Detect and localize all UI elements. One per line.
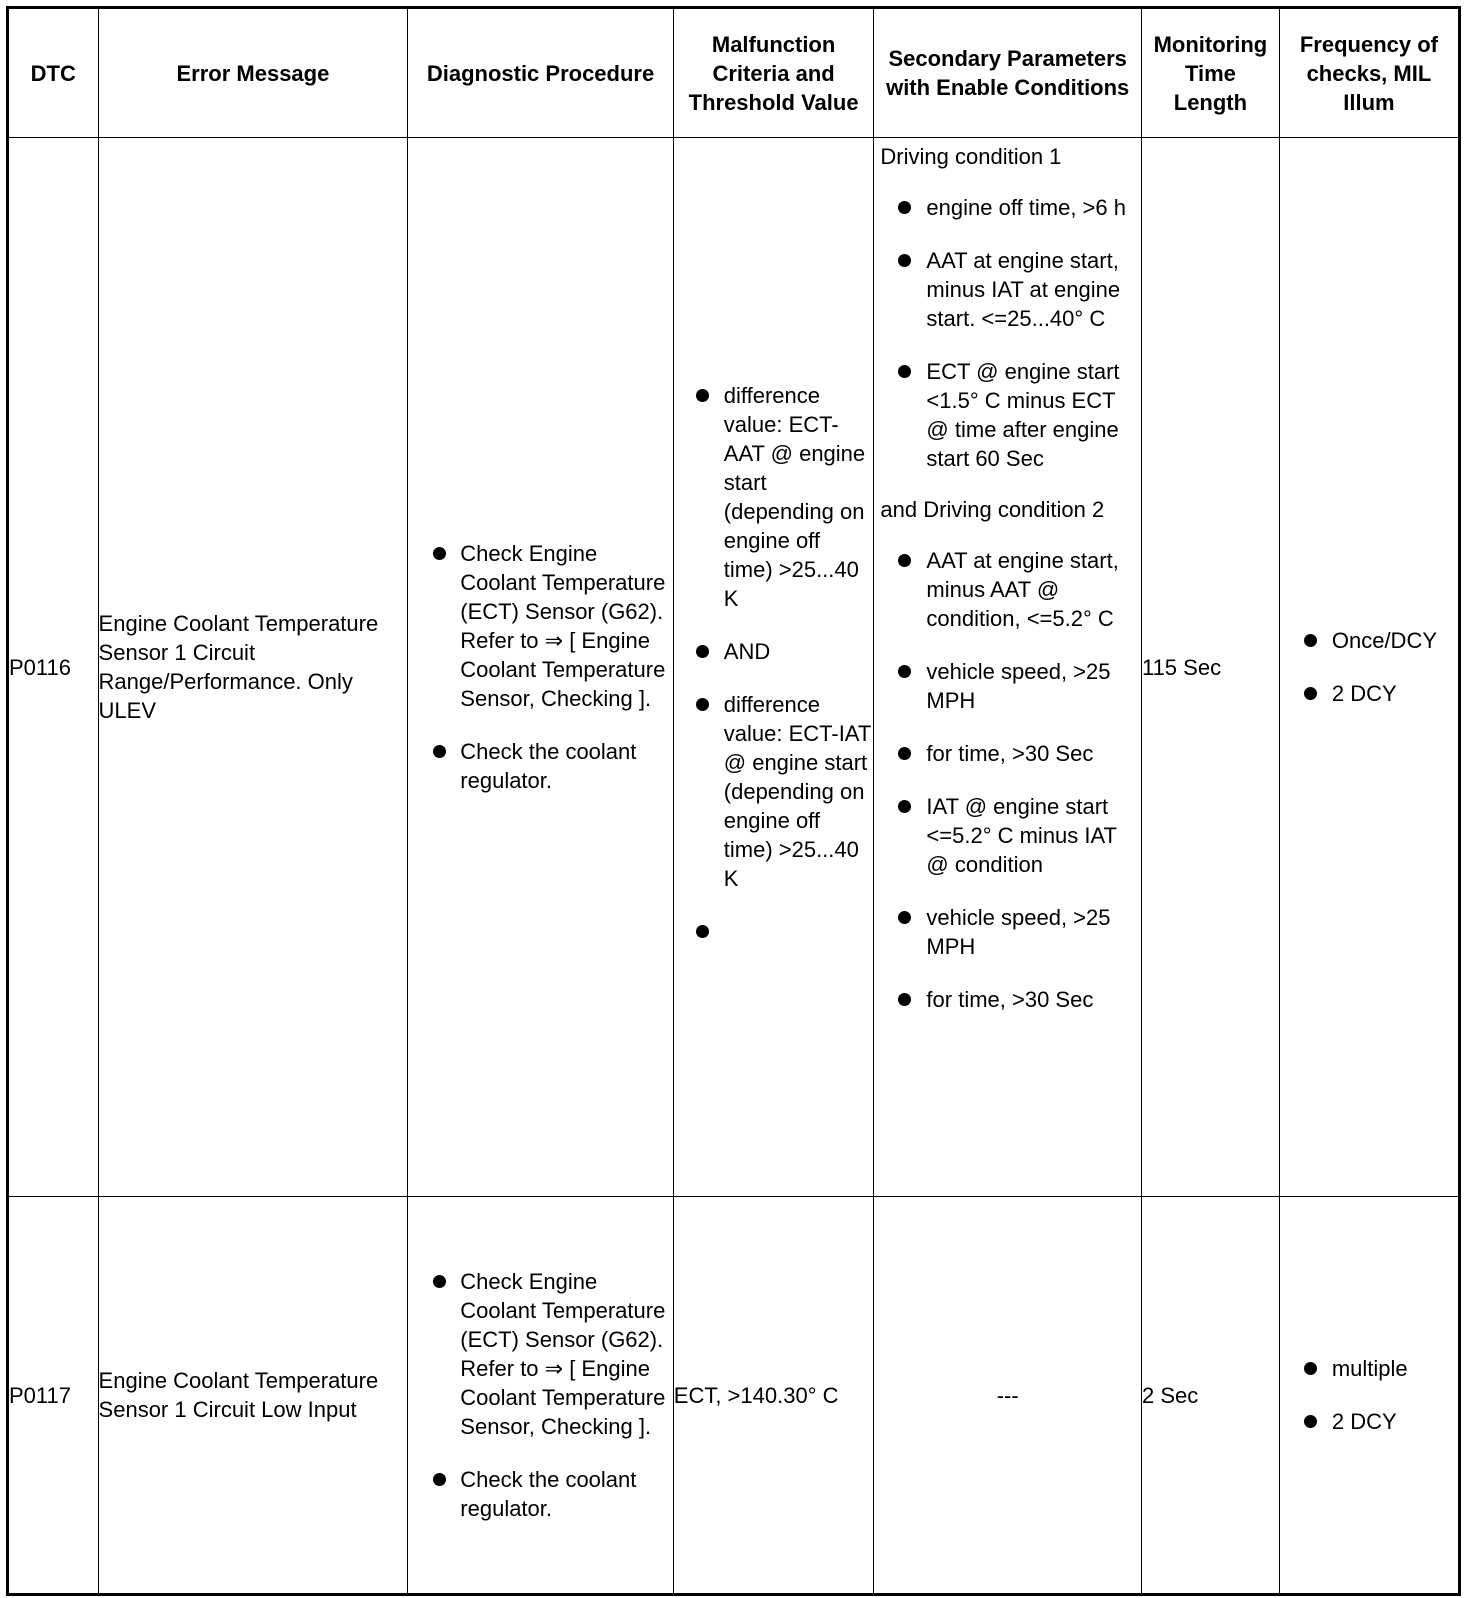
condition-item: for time, >30 Sec	[874, 739, 1141, 768]
diagnostic-procedure	[408, 1197, 673, 1595]
header-secondary-parameters: Secondary Parameters with Enable Conditions	[874, 8, 1142, 138]
header-row	[8, 8, 1460, 138]
malfunction-list	[674, 381, 874, 953]
frequency-list	[1280, 626, 1458, 708]
malfunction-item: difference value: ECT-IAT @ engine start (depending on engine off time) >25...40 K	[674, 690, 874, 893]
procedure-item: Check Engine Coolant Temperature (ECT) Sensor (G62). Refer to ⇒ [ Engine Coolant Temperature Sensor, Checking ].	[408, 539, 672, 713]
frequency-item: 2 DCY	[1280, 1407, 1458, 1436]
error-message: Engine Coolant Temperature Sensor 1 Circuit Range/Performance. Only ULEV	[98, 138, 408, 1197]
monitoring-time: 2 Sec	[1141, 1197, 1279, 1595]
secondary-parameters: ---	[874, 1197, 1142, 1595]
condition-item: vehicle speed, >25 MPH	[874, 657, 1141, 715]
frequency-item: Once/DCY	[1280, 626, 1458, 655]
frequency	[1279, 138, 1459, 1197]
header-dtc: DTC	[8, 8, 99, 138]
condition-item: ECT @ engine start <1.5° C minus ECT @ time after engine start 60 Sec	[874, 357, 1141, 473]
procedure-item: Check the coolant regulator.	[408, 737, 672, 795]
procedure-item: Check Engine Coolant Temperature (ECT) Sensor (G62). Refer to ⇒ [ Engine Coolant Temperature Sensor, Checking ].	[408, 1267, 672, 1441]
table-row	[8, 1197, 1460, 1595]
malfunction-item: AND	[674, 637, 874, 666]
header-error-message: Error Message	[98, 8, 408, 138]
header-malfunction-criteria: Malfunction Criteria and Threshold Value	[673, 8, 874, 138]
condition-2-list	[874, 546, 1141, 1014]
monitoring-time: 115 Sec	[1141, 138, 1279, 1197]
procedure-list	[408, 539, 672, 795]
frequency-item: multiple	[1280, 1354, 1458, 1383]
error-message: Engine Coolant Temperature Sensor 1 Circuit Low Input	[98, 1197, 408, 1595]
procedure-list	[408, 1267, 672, 1523]
table-row	[8, 138, 1460, 1197]
frequency-item: 2 DCY	[1280, 679, 1458, 708]
condition-item: IAT @ engine start <=5.2° C minus IAT @ condition	[874, 792, 1141, 879]
driving-condition-2-label: and Driving condition 2	[880, 497, 1105, 522]
header-diagnostic-procedure: Diagnostic Procedure	[408, 8, 673, 138]
frequency-list	[1280, 1354, 1458, 1436]
malfunction-criteria: ECT, >140.30° C	[673, 1197, 874, 1595]
condition-item: engine off time, >6 h	[874, 193, 1141, 222]
dtc-code: P0117	[8, 1197, 99, 1595]
malfunction-item: difference value: ECT-AAT @ engine start (depending on engine off time) >25...40 K	[674, 381, 874, 613]
malfunction-criteria	[673, 138, 874, 1197]
header-frequency: Frequency of checks, MIL Illum	[1279, 8, 1459, 138]
dtc-table	[6, 6, 1461, 1596]
condition-item: vehicle speed, >25 MPH	[874, 903, 1141, 961]
diagnostic-procedure	[408, 138, 673, 1197]
procedure-item: Check the coolant regulator.	[408, 1465, 672, 1523]
condition-item: for time, >30 Sec	[874, 985, 1141, 1014]
frequency	[1279, 1197, 1459, 1595]
driving-condition-1-label: Driving condition 1	[880, 144, 1062, 169]
condition-item: AAT at engine start, minus AAT @ condition, <=5.2° C	[874, 546, 1141, 633]
dtc-code: P0116	[8, 138, 99, 1197]
condition-1-list	[874, 193, 1141, 473]
malfunction-item-empty	[674, 917, 874, 953]
header-monitoring-time: Monitoring Time Length	[1141, 8, 1279, 138]
condition-item: AAT at engine start, minus IAT at engine start. <=25...40° C	[874, 246, 1141, 333]
secondary-parameters	[874, 138, 1142, 1197]
